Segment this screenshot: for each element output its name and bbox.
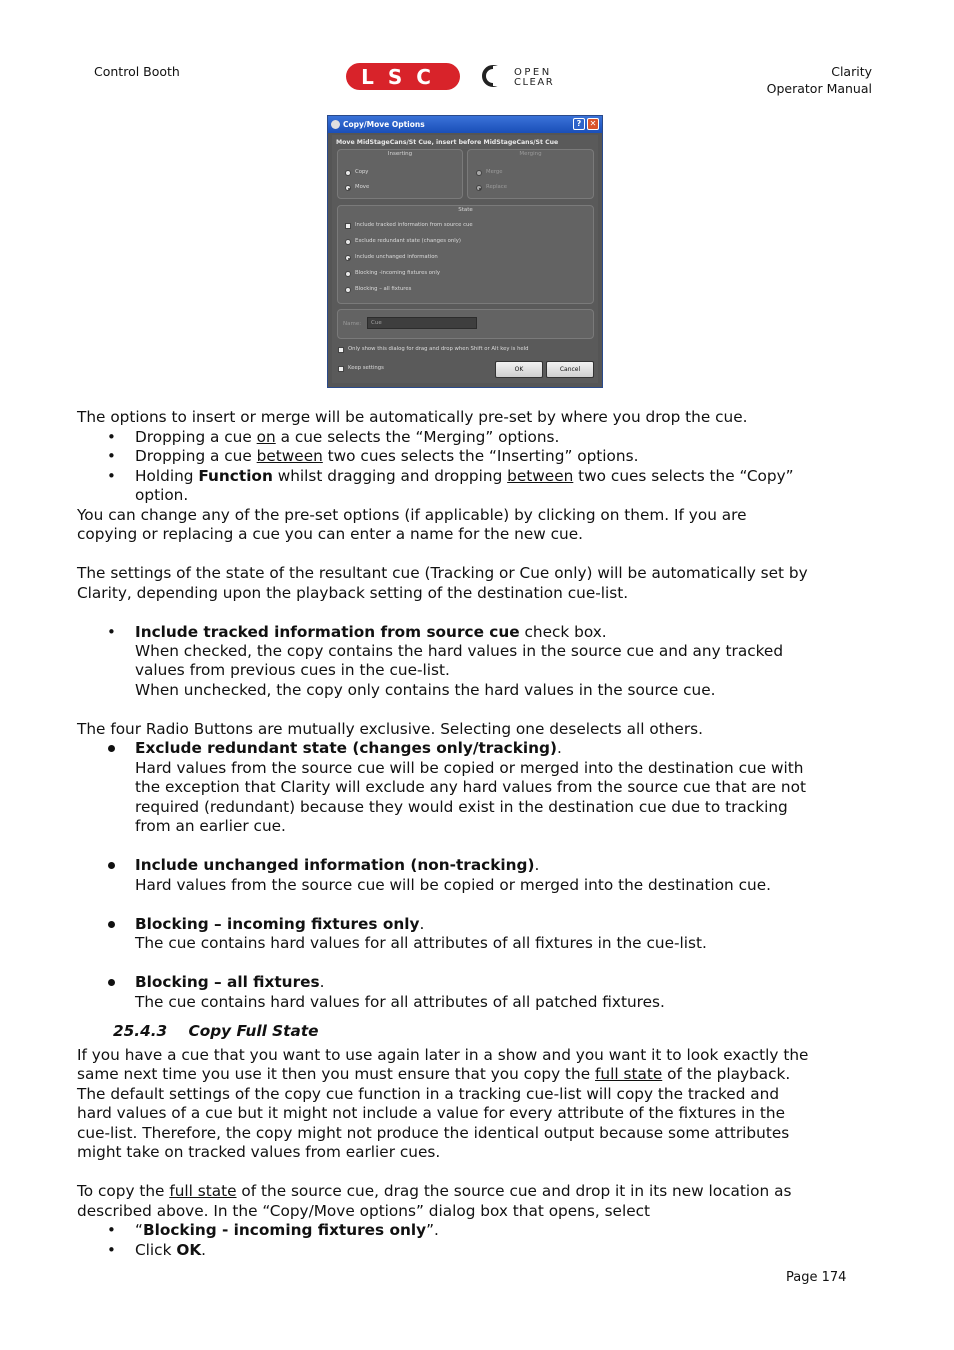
page-number: Page 174 (786, 1270, 847, 1285)
open-clear-logo-top: OPEN (514, 67, 552, 78)
bullet: • (107, 1221, 116, 1239)
merging-group-title: Merging (519, 151, 542, 157)
bullet: • (107, 428, 116, 446)
help-button[interactable]: ? (573, 118, 585, 130)
bullet-blocking-incoming: Blocking – incoming fixtures only. (135, 915, 425, 933)
blocking-all-label: Blocking – all fixtures (355, 286, 412, 292)
blocking-all-desc: The cue contains hard values for all attributes of all patched fixtures. (135, 993, 665, 1011)
app-icon (331, 120, 340, 129)
bullet-dot (108, 921, 115, 928)
copy-radio-label: Copy (355, 169, 369, 175)
paragraph-full-state-2: same next time you use it then you must ensure that you copy the full state of the playback. (77, 1065, 791, 1083)
include-tracked-desc-2: values from previous cues in the cue-list. (135, 661, 450, 679)
dialog-heading: Move MidStageCans/St Cue, insert before MidStageCans/St Cue (336, 139, 559, 146)
name-group (337, 309, 594, 339)
include-tracked-label: Include tracked information from source cue (355, 222, 473, 228)
merge-radio[interactable] (476, 170, 482, 176)
exclude-redundant-desc-3: required (redundant) because they would exist in the destination cue due to tracking (135, 798, 788, 816)
blocking-incoming-desc: The cue contains hard values for all attributes of all fixtures in the cue-list. (135, 934, 707, 952)
include-tracked-desc-3: When unchecked, the copy only contains the hard values in the source cue. (135, 681, 716, 699)
replace-radio[interactable] (476, 185, 482, 191)
header-right (767, 63, 872, 97)
include-unchanged-desc: Hard values from the source cue will be copied or merged into the destination cue. (135, 876, 771, 894)
paragraph-radio-buttons: The four Radio Buttons are mutually exclusive. Selecting one deselects all others. (77, 720, 703, 738)
paragraph-copy-full-2: described above. In the “Copy/Move options” dialog box that opens, select (77, 1202, 651, 1220)
paragraph-full-state-5: cue-list. Therefore, the copy might not produce the identical output because some attributes (77, 1124, 790, 1142)
header-product: Clarity (831, 64, 872, 79)
name-label: Name: (343, 321, 362, 327)
paragraph-state-2: Clarity, depending upon the playback setting of the destination cue-list. (77, 584, 629, 602)
ok-button[interactable]: OK (495, 361, 543, 378)
blocking-incoming-label: Blocking -incoming fixtures only (355, 270, 441, 276)
paragraph-change-options-2: copying or replacing a cue you can enter a name for the new cue. (77, 525, 583, 543)
inserting-group-title: Inserting (387, 151, 413, 157)
header-left: Control Booth (94, 64, 180, 79)
header-doc-title: Operator Manual (766, 81, 872, 96)
blocking-incoming-radio[interactable] (345, 271, 351, 277)
exclude-redundant-desc-1: Hard values from the source cue will be copied or merged into the destination cue with (135, 759, 804, 777)
bullet-exclude-redundant: Exclude redundant state (changes only/tracking). (135, 739, 562, 757)
copy-move-options-dialog (327, 115, 603, 388)
paragraph-state-1: The settings of the state of the resultant cue (Tracking or Cue only) will be automatically set by (77, 564, 808, 582)
bullet: • (107, 623, 116, 641)
include-unchanged-label: Include unchanged information (355, 254, 438, 260)
state-group-title: State (458, 207, 473, 213)
dialog-title: Copy/Move Options (343, 120, 425, 129)
paragraph-copy-full-1: To copy the full state of the source cue, drag the source cue and drop it in its new location as (77, 1182, 792, 1200)
bullet-drop-between: Dropping a cue between two cues selects the “Inserting” options. (135, 447, 639, 465)
bullet-function-copy-cont: option. (135, 486, 189, 504)
dialog-body (332, 135, 598, 383)
bullet-include-tracked: Include tracked information from source cue check box. (135, 623, 607, 641)
blocking-all-radio[interactable] (345, 287, 351, 293)
bullet-dot (108, 979, 115, 986)
exclude-redundant-label: Exclude redundant state (changes only) (355, 238, 461, 244)
replace-radio-label: Replace (486, 184, 507, 190)
lsc-logo (345, 62, 461, 91)
bullet-select-blocking: “Blocking - incoming fixtures only”. (135, 1221, 439, 1239)
section-heading: 25.4.3 Copy Full State (113, 1022, 319, 1040)
bullet: • (107, 467, 116, 485)
paragraph-full-state-6: might take on tracked values from earlier cues. (77, 1143, 441, 1161)
bullet-dot (108, 862, 115, 869)
name-input[interactable]: Cue (367, 317, 477, 329)
inserting-group (337, 149, 463, 199)
lsc-logo-text: LSC (361, 65, 445, 89)
include-tracked-desc-1: When checked, the copy contains the hard values in the source cue and any tracked (135, 642, 784, 660)
bullet-include-unchanged: Include unchanged information (non-tracking). (135, 856, 540, 874)
copy-radio[interactable] (345, 170, 351, 176)
bullet-drop-on: Dropping a cue on a cue selects the “Merging” options. (135, 428, 560, 446)
only-show-checkbox[interactable] (338, 347, 344, 353)
paragraph-full-state-3: The default settings of the copy cue function in a tracking cue-list will copy the tracked and (77, 1085, 780, 1103)
state-group (337, 205, 594, 304)
move-radio[interactable] (345, 185, 351, 191)
only-show-label: Only show this dialog for drag and drop when Shift or Alt key is held (348, 346, 529, 352)
paragraph-full-state-1: If you have a cue that you want to use again later in a show and you want it to look exactly the (77, 1046, 809, 1064)
dialog-title-bar[interactable] (328, 116, 602, 133)
include-tracked-checkbox[interactable] (345, 223, 351, 229)
bullet-blocking-all: Blocking – all fixtures. (135, 973, 325, 991)
keep-settings-checkbox[interactable] (338, 366, 344, 372)
bullet-function-copy: Holding Function whilst dragging and dropping between two cues selects the “Copy” (135, 467, 794, 485)
paragraph-change-options-1: You can change any of the pre-set options (if applicable) by clicking on them. If you are (77, 506, 747, 524)
include-unchanged-radio[interactable] (345, 255, 351, 261)
close-button[interactable]: ✕ (587, 118, 599, 130)
exclude-redundant-desc-4: from an earlier cue. (135, 817, 286, 835)
keep-settings-label: Keep settings (348, 365, 384, 371)
open-clear-logo-bottom: CLEAR (514, 77, 555, 88)
bullet: • (107, 447, 116, 465)
merge-radio-label: Merge (486, 169, 503, 175)
open-clear-logo (482, 64, 578, 88)
paragraph-intro: The options to insert or merge will be automatically pre-set by where you drop the cue. (77, 408, 748, 426)
cancel-button[interactable]: Cancel (546, 361, 594, 378)
exclude-redundant-radio[interactable] (345, 239, 351, 245)
exclude-redundant-desc-2: the exception that Clarity will exclude any hard values from the source cue that are not (135, 778, 806, 796)
move-radio-label: Move (355, 184, 370, 190)
merging-group (467, 149, 594, 199)
bullet-dot (108, 745, 115, 752)
bullet-click-ok: Click OK. (135, 1241, 207, 1259)
bullet: • (107, 1241, 116, 1259)
paragraph-full-state-4: hard values of a cue but it might not include a value for every attribute of the fixtures in the (77, 1104, 785, 1122)
